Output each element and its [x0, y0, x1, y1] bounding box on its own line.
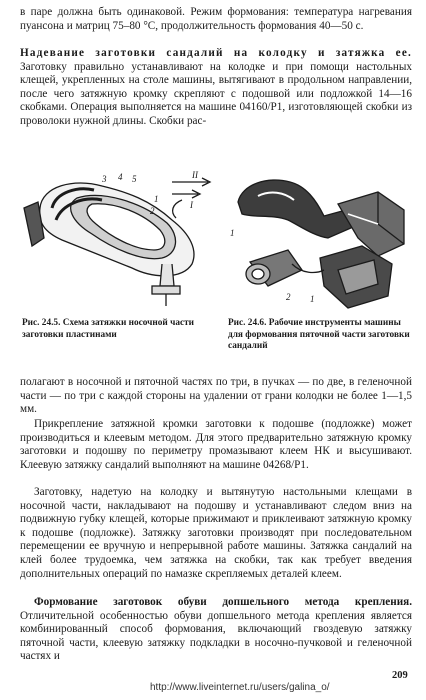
paragraph-adhesive-method — [20, 418, 412, 472]
figure-heel-forming-tools — [228, 166, 412, 312]
paragraph-lasting-sandals — [20, 47, 412, 129]
paragraph-adhesive-lasting — [20, 486, 412, 581]
fig2-label-1-bottom: 1 — [310, 294, 315, 304]
fig1-label-5: 5 — [132, 174, 137, 184]
paragraph-text: в паре должна быть одинаковой. Режим формования: температура нагревания пуансона и матриц 75–80 °С, продолжительность формования 40—50 с. — [20, 6, 412, 32]
watermark-url: http://www.liveinternet.ru/users/galina_o/ — [150, 682, 330, 693]
fig1-label-4: 4 — [118, 172, 123, 182]
figure-toe-lasting-scheme — [22, 168, 220, 308]
fig1-label-1: 1 — [154, 194, 159, 204]
paragraph-text: Отличительной особенностью обуви допшельного метода крепления является комбинированный способ формования, включающий гвоздевую затяжку пяточной части, клеевую затяжку подкладки в носочно-пучковой и геленочной частях и — [20, 609, 412, 663]
paragraph-forming-mode — [20, 6, 412, 33]
paragraph-staple-placement — [20, 376, 412, 417]
paragraph-text: Заготовку, надетую на колодку и вытянутую настольными клещами в носочной части, накладывают на подошву и устанавливают следом вниз на подвижную губку клещей, которые прижимают и приклеивают затяжную кромку к подошве (подложке). Затяжку заготовки производят при последовательном перемещении ее вручную и непрерывной работе машины. Затяжка сандалий на клей более трудоемка, чем затяжка на скобки, так как требует введения дополнительных операций по намазке скрепляемых деталей клеем. — [20, 486, 412, 580]
fig1-label-3: 3 — [102, 174, 107, 184]
section-heading: Надевание заготовки сандалий на колодку и затяжка ее. — [20, 47, 412, 59]
figure-caption-24-5: Рис. 24.5. Схема затяжки носочной части заготовки пластинами — [22, 318, 195, 340]
figure-caption-24-6: Рис. 24.6. Рабочие инструменты машины для формования пяточной части заготовки сандалий — [228, 318, 410, 351]
fig1-label-II: II — [192, 170, 198, 180]
paragraph-text: Прикрепление затяжной кромки заготовки к подошве (подложке) может производиться и клеевым методом. Для этого предварительно затяжную кромку заготовки и подошву по периметру промазывают клеем НК и высушивают. Клеевую затяжку сандалий выполняют на машине 04268/Р1. — [20, 418, 412, 471]
paragraph-text: полагают в носочной и пяточной частях по три, в пучках — по две, в геленочной части — по три с каждой стороны на удалении от грани колодки не более 1—1,5 мм. — [20, 376, 412, 416]
page-number: 209 — [392, 670, 408, 681]
section-heading: Формование заготовок обуви допшельного метода крепления. — [34, 596, 412, 608]
fig2-label-1-top: 1 — [230, 228, 235, 238]
fig2-label-2: 2 — [286, 292, 291, 302]
fig1-label-2: 2 — [150, 206, 155, 216]
paragraph-text: Заготовку правильно устанавливают на колодке и при помощи настольных клещей, укрепленных на столе машины, вытягивают в продольном направлении, после чего затяжную кромку скрепляют с подошвой или подложкой 14—16 скобками. Операция выполняется на машине 04160/Р1, изготовляющей скобки из проволоки нужной длины. Скобки рас- — [20, 60, 412, 127]
fig1-label-I: I — [190, 200, 193, 210]
paragraph-dopshel-forming — [20, 596, 412, 664]
